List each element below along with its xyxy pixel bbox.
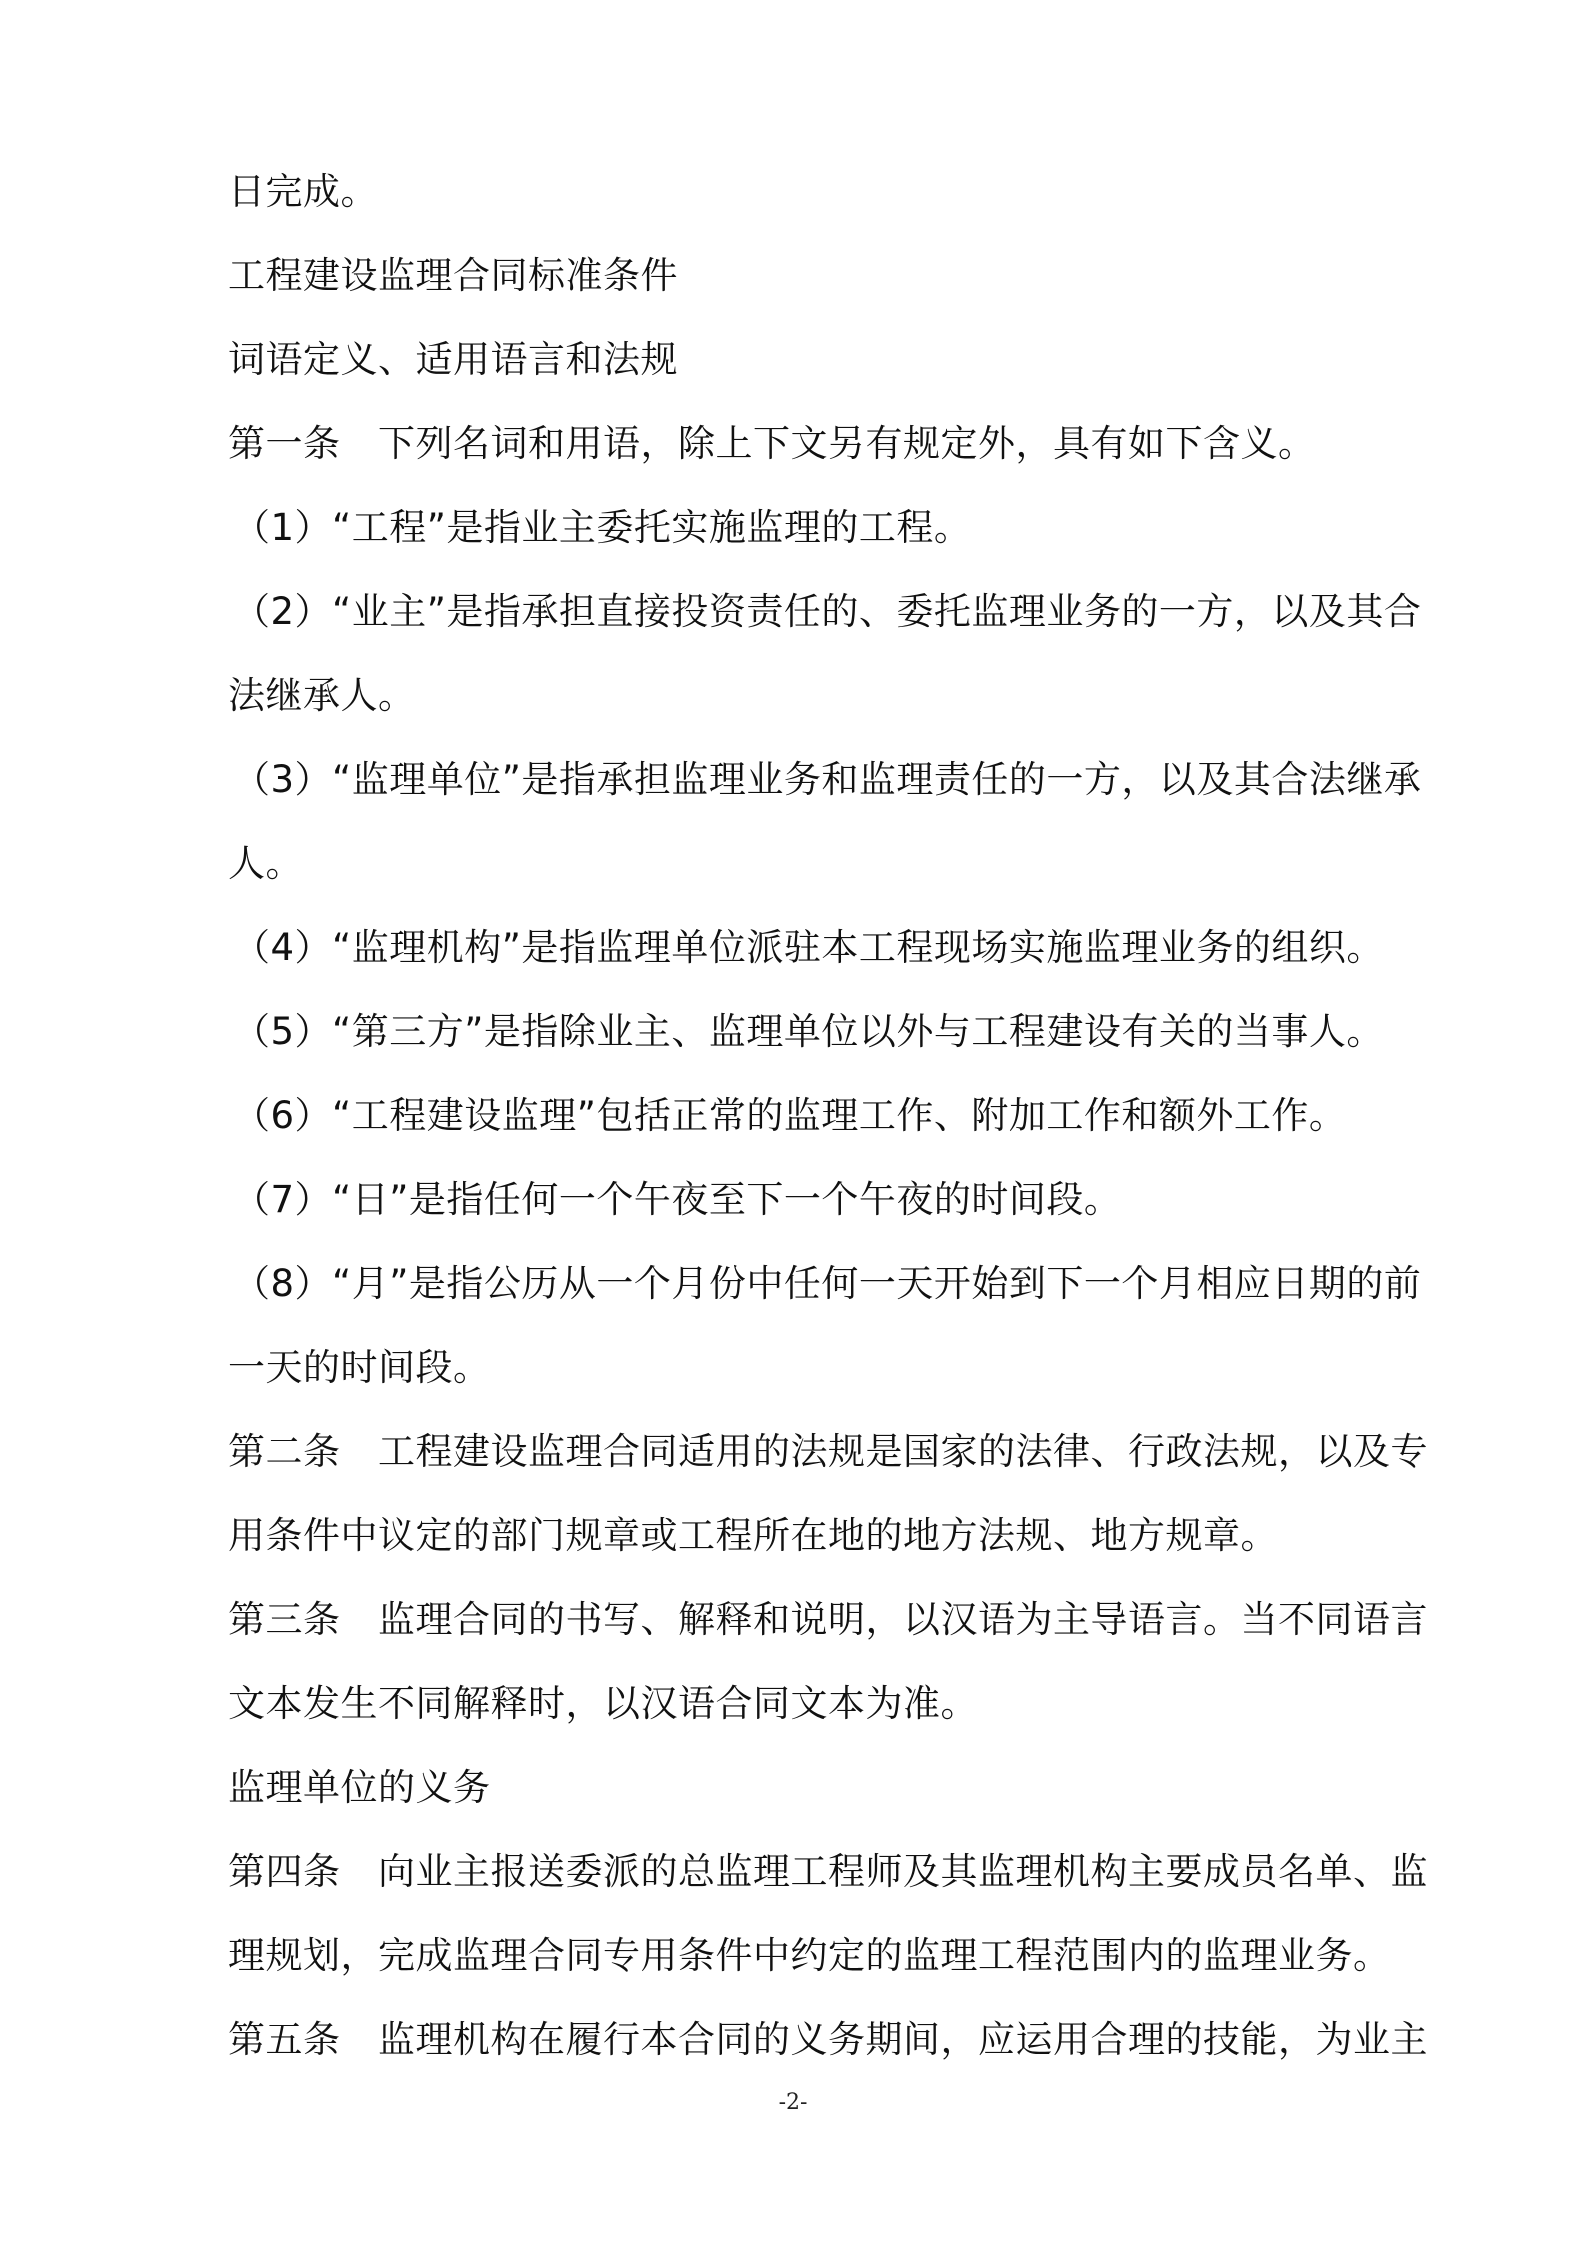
paragraph-continuation: 日完成。 bbox=[228, 170, 378, 213]
definition-item-6: （6）“工程建设监理”包括正常的监理工作、附加工作和额外工作。 bbox=[233, 1094, 1347, 1137]
article-5: 第五条 监理机构在履行本合同的义务期间，应运用合理的技能，为业主 bbox=[228, 2018, 1428, 2061]
definition-item-1: （1）“工程”是指业主委托实施监理的工程。 bbox=[233, 506, 972, 549]
definition-item-3: （3）“监理单位”是指承担监理业务和监理责任的一方，以及其合法继承人。 bbox=[228, 758, 1422, 885]
definition-item-4: （4）“监理机构”是指监理单位派驻本工程现场实施监理业务的组织。 bbox=[233, 926, 1384, 969]
section-heading-standard-conditions: 工程建设监理合同标准条件 bbox=[228, 254, 678, 297]
article-1: 第一条 下列名词和用语，除上下文另有规定外，具有如下含义。 bbox=[228, 422, 1316, 465]
document-body bbox=[228, 150, 1448, 2082]
definition-item-8: （8）“月”是指公历从一个月份中任何一天开始到下一个月相应日期的前一天的时间段。 bbox=[228, 1262, 1422, 1389]
article-4: 第四条 向业主报送委派的总监理工程师及其监理机构主要成员名单、监理规划，完成监理合同专用条件中约定的监理工程范围内的监理业务。 bbox=[228, 1850, 1428, 1977]
section-heading-definitions: 词语定义、适用语言和法规 bbox=[228, 338, 678, 381]
section-heading-obligations: 监理单位的义务 bbox=[228, 1766, 491, 1809]
definition-item-7: （7）“日”是指任何一个午夜至下一个午夜的时间段。 bbox=[233, 1178, 1122, 1221]
article-2: 第二条 工程建设监理合同适用的法规是国家的法律、行政法规，以及专用条件中议定的部门规章或工程所在地的地方法规、地方规章。 bbox=[228, 1430, 1428, 1557]
definition-item-5: （5）“第三方”是指除业主、监理单位以外与工程建设有关的当事人。 bbox=[233, 1010, 1384, 1053]
page-number: -2- bbox=[778, 2090, 808, 2115]
definition-item-2: （2）“业主”是指承担直接投资责任的、委托监理业务的一方，以及其合法继承人。 bbox=[228, 590, 1422, 717]
article-3: 第三条 监理合同的书写、解释和说明，以汉语为主导语言。当不同语言文本发生不同解释时，以汉语合同文本为准。 bbox=[228, 1598, 1428, 1725]
